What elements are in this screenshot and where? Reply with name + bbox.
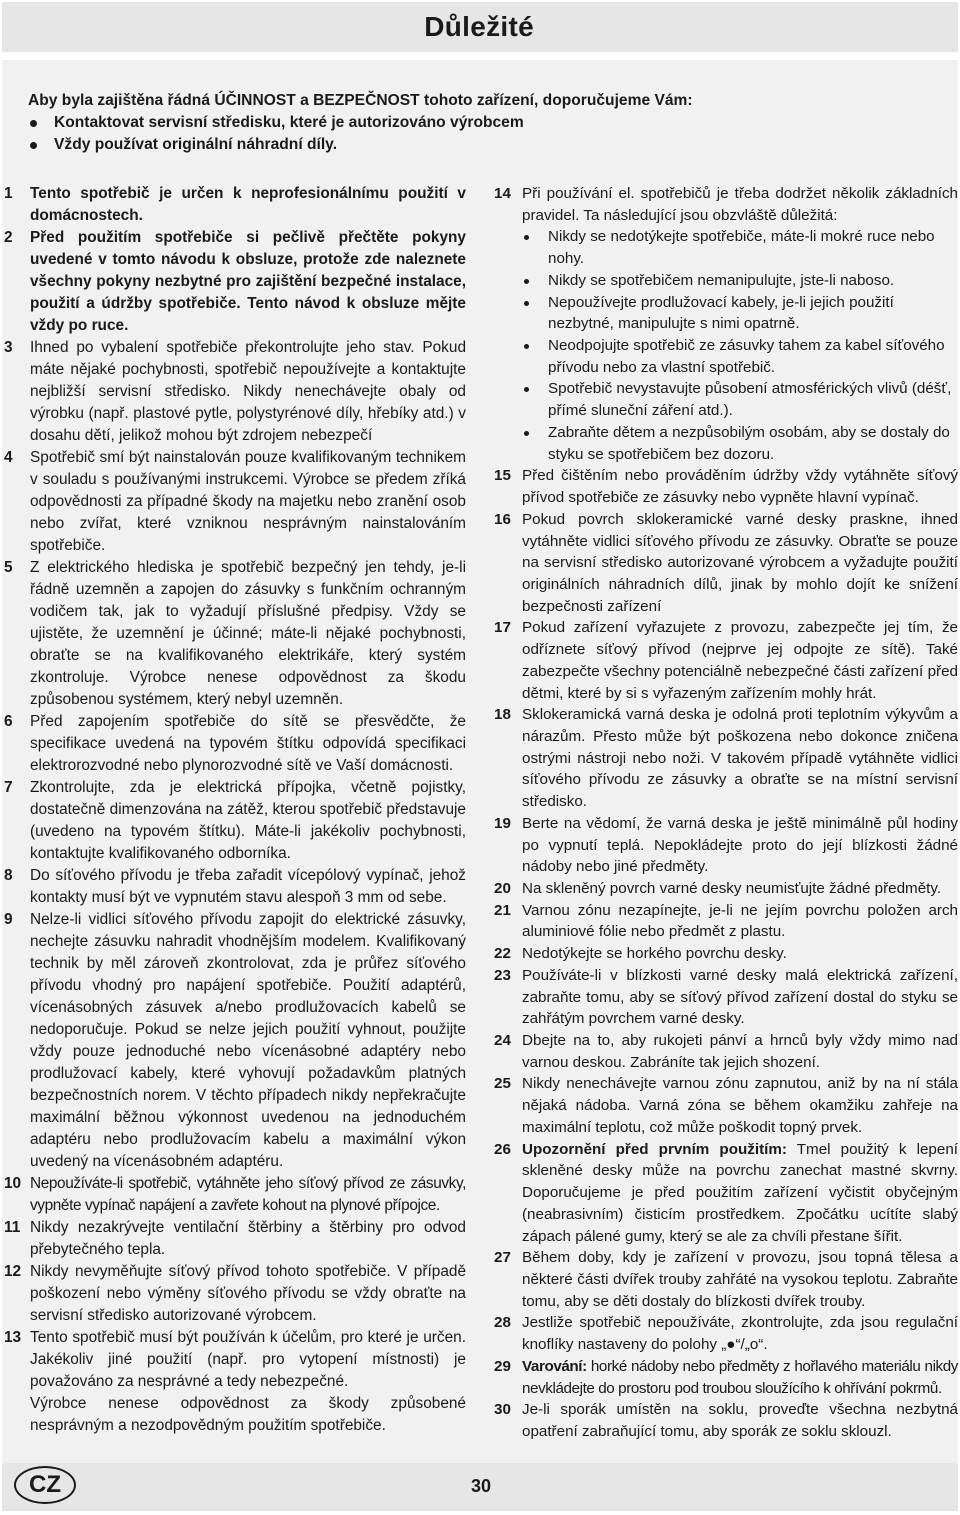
item-bullet: Neodpojujte spotřebič ze zásuvky tahem za kabel síťového přívodu nebo za vlastní spotřebič. <box>522 335 958 378</box>
item-number: 20 <box>494 880 511 897</box>
numbered-item <box>4 711 466 777</box>
item-number: 23 <box>494 966 511 984</box>
item-body: Nepoužíváte-li spotřebič, vytáhněte jeho síťový přívod ze zásuvky, vypněte vypínač napájení a zavřete kohout na plynové přípojce. <box>30 1175 466 1214</box>
item-number: 25 <box>494 1075 511 1093</box>
item-text <box>30 777 466 865</box>
numbered-item <box>494 1399 958 1442</box>
item-body: horké nádoby nebo předměty z hořlavého materiálu nikdy nevkládejte do prostoru pod troubou sloužícího k ohřívání pokrmů. <box>522 1357 958 1397</box>
numbered-item <box>494 1030 958 1073</box>
item-note: Výrobce nenese odpovědnost za škody způsobené nesprávným a nezodpovědným použitím spotřebiče. <box>30 1395 466 1434</box>
item-body: Berte na vědomí, že varná deska je ještě minimálně půl hodiny po vypnutí teplá. Nepokládejte proto do její blízkosti žádné nádoby nebo jiné předměty. <box>522 814 958 876</box>
item-body: Během doby, kdy je zařízení v provozu, jsou topná tělesa a některé části dvířek trouby zahřáté na vysokou teplotu. Zabraňte tomu, aby se děti dostaly do blízkosti dvířek trouby. <box>522 1249 958 1310</box>
numbered-item <box>494 704 958 813</box>
numbered-item <box>4 777 466 865</box>
page-header <box>2 2 958 52</box>
item-number: 12 <box>4 1263 22 1280</box>
numbered-item <box>4 337 466 447</box>
intro-section <box>28 90 928 156</box>
intro-bullet: Kontaktovat servisní středisku, které je autorizováno výrobcem <box>28 112 928 134</box>
numbered-item <box>4 865 466 909</box>
numbered-item <box>494 617 958 704</box>
item-number: 4 <box>4 449 13 466</box>
numbered-item <box>4 227 466 337</box>
numbered-item <box>4 183 466 227</box>
item-text <box>30 1173 466 1217</box>
item-number: 26 <box>494 1140 511 1158</box>
item-body: Na skleněný povrch varné desky neumisťujte žádné předměty. <box>522 880 942 897</box>
item-number: 22 <box>494 945 511 963</box>
left-column <box>4 183 466 1437</box>
item-body: Tmel použitý k lepení skleněné desky může na povrchu zanechat mastné skvrny. Doporučujeme je před použitím zařízení vyčistit obyčejným (neabrasivním) čisticím prostředkem. Zpočátku ucítíte slabý zápach pálené gumy, který se ale za chvíli přestane šířit. <box>522 1140 958 1245</box>
item-text <box>522 943 958 965</box>
item-text <box>30 909 466 1173</box>
item-bullet: Nikdy se nedotýkejte spotřebiče, máte-li mokré ruce nebo nohy. <box>522 226 958 269</box>
item-text <box>522 1139 958 1248</box>
item-text <box>30 865 466 909</box>
numbered-item <box>494 183 958 465</box>
numbered-item <box>4 1173 466 1217</box>
item-body: Používáte-li v blízkosti varné desky malá elektrická zařízení, zabraňte tomu, aby se síťový přívod zařízení dostal do styku se zahřátým povrchem varné desky. <box>522 966 958 1028</box>
item-text <box>522 183 958 226</box>
numbered-item <box>4 909 466 1173</box>
item-text <box>522 1356 958 1399</box>
item-text <box>522 900 958 943</box>
intro-bullets <box>28 112 928 156</box>
item-number: 21 <box>494 901 511 919</box>
item-text <box>522 1247 958 1312</box>
item-number: 6 <box>4 713 13 730</box>
item-body: Do síťového přívodu je třeba zařadit vícepólový vypínač, jehož kontakty musí být ve vypnutém stavu alespoň 3 mm od sebe. <box>30 867 466 906</box>
item-number: 11 <box>4 1219 21 1236</box>
item-body: Při používání el. spotřebičů je třeba dodržet několik základních pravidel. Ta následující jsou obzvláště důležitá: <box>522 185 958 224</box>
numbered-item <box>494 1356 958 1399</box>
item-body: Nelze-li vidlici síťového přívodu zapojit do elektrické zásuvky, nechejte zásuvku nahradit vhodnějším modelem. Kvalifikovaný technik by měl zároveň zkontrolovat, zda je průřez síťového přívodu vhodný pro napájení spotřebiče. Použití adaptérů, vícenásobných zásuvek a/nebo prodlužovacích kabelů se nedoporučuje. Pokud se nelze jejich použití vyhnout, použijte vždy pouze jednoduché nebo vícenásobné adaptéry nebo prodlužovací kabely, které vyhovují požadavkům platných bezpečnostních norem. V těchto případech nikdy nepřekračujte maximální běžnou výkonnost uvedenou na jednoduchém adaptéru nebo prodlužovacím kabelu a maximální výkon uvedený na vícenásobném adaptéru. <box>30 911 466 1170</box>
numbered-item <box>494 1247 958 1312</box>
item-body: Spotřebič smí být nainstalován pouze kvalifikovaným technikem v souladu s používanými instrukcemi. Výrobce se předem zříká odpovědnosti za případné škody na majetku nebo zranění osob nebo zvířat, které vzniknou nesprávným nainstalováním spotřebiče. <box>30 449 466 554</box>
item-bullets <box>522 226 958 465</box>
item-text <box>522 813 958 878</box>
item-number: 3 <box>4 339 13 356</box>
item-number: 29 <box>494 1357 511 1375</box>
numbered-item <box>4 557 466 711</box>
item-body: Před zapojením spotřebiče do sítě se přesvědčte, že specifikace uvedená na typovém štítku odpovídá specifikaci elektrorozvodné nebo plynorozvodné sítě ve Vaší domácnosti. <box>30 713 466 774</box>
numbered-item <box>494 965 958 1030</box>
item-text <box>30 183 466 227</box>
item-body: Jestliže spotřebič nepoužíváte, zkontrolujte, zda jsou regulační knoflíky nastaveny do polohy „●“/„o“. <box>522 1314 958 1354</box>
item-body: Tento spotřebič musí být používán k účelům, pro které je určen. Jakékoliv jiné použití (např. pro vytopení místnosti) je považováno za nesprávné a tedy nebezpečné. <box>30 1329 466 1390</box>
item-number: 8 <box>4 867 13 884</box>
item-lead: Varování: <box>522 1357 587 1375</box>
page-title: Důležité <box>424 11 534 42</box>
numbered-item <box>494 1139 958 1248</box>
numbered-item <box>494 1073 958 1138</box>
item-number: 17 <box>494 619 511 637</box>
item-body: Varnou zónu nezapínejte, je-li ne jejím povrchu položen arch aluminiové fólie nebo předmět z plastu. <box>522 901 958 941</box>
item-body: Dbejte na to, aby rukojeti pánví a hrnců byly vždy mimo nad varnou deskou. Zabráníte tak jejich shození. <box>522 1032 958 1071</box>
item-text <box>522 878 958 900</box>
right-column <box>494 183 958 1443</box>
item-number: 2 <box>4 229 13 246</box>
item-number: 14 <box>494 185 511 202</box>
item-text <box>30 227 466 337</box>
item-body: Z elektrického hlediska je spotřebič bezpečný jen tehdy, je-li řádně uzemněn a zapojen do zásuvky s funkčním ochranným vodičem tak, jak to vyžadují příslušné předpisy. Vždy se ujistěte, že uzemnění je účinné; máte-li nějaké pochybnosti, obraťte se na kvalifikovaného elektrikáře, který systém zkontroluje. Výrobce nenese odpovědnost za škodu způsobenou systémem, který nebyl uzemněn. <box>30 559 466 708</box>
item-text <box>30 557 466 711</box>
item-bullet: Zabraňte dětem a nezpůsobilým osobám, aby se dostaly do styku se spotřebičem bez dozoru. <box>522 422 958 465</box>
item-text <box>30 1261 466 1327</box>
item-number: 15 <box>494 467 511 485</box>
item-body: Ihned po vybalení spotřebiče překontrolujte jeho stav. Pokud máte nějaké pochybnosti, spotřebič nepoužívejte a kontaktujte nejbližší servisní středisko. Nikdy nenechávejte obaly od výrobku (např. plastové pytle, polystyrénové díly, hřebíky atd.) v dosahu dětí, jelikož mohou být zdrojem nebezpečí <box>30 339 466 444</box>
item-number: 1 <box>4 185 13 202</box>
item-body: Pokud zařízení vyřazujete z provozu, zabezpečte jej tím, že odříznete síťový přívod (nejprve jej odpojte ze sítě). Také zabezpečte všechny potenciálně nebezpečné části zařízení před dětmi, které by si s vyřazeným zařízením mohly hrát. <box>522 619 958 702</box>
intro-bullet: Vždy používat originální náhradní díly. <box>28 134 928 156</box>
numbered-item <box>4 1261 466 1327</box>
numbered-item <box>4 1217 466 1261</box>
item-text <box>522 965 958 1030</box>
item-lead: Upozornění před prvním použitím: <box>522 1140 787 1158</box>
item-text <box>30 1217 466 1261</box>
numbered-item <box>494 509 958 618</box>
item-bullet: Nepoužívejte prodlužovací kabely, je-li jejich použití nezbytné, manipulujte s nimi opatrně. <box>522 292 958 335</box>
item-text <box>522 617 958 704</box>
numbered-item <box>4 1327 466 1437</box>
item-body: Pokud povrch sklokeramické varné desky praskne, ihned vytáhněte vidlici síťového přívodu ze zásuvky. Obraťte se pouze na servisní středisko autorizované výrobcem a vyžadujte použití originálních náhradních dílů, jinak by mohlo dojít ke snížení bezpečnosti zařízení <box>522 510 958 615</box>
item-body: Nikdy nezakrývejte ventilační štěrbiny a štěrbiny pro odvod přebytečného tepla. <box>30 1219 466 1258</box>
item-number: 19 <box>494 814 511 832</box>
item-number: 7 <box>4 779 13 796</box>
item-body: Nedotýkejte se horkého povrchu desky. <box>522 945 787 963</box>
item-text <box>30 711 466 777</box>
item-body: Před čištěním nebo prováděním údržby vždy vytáhněte síťový přívod spotřebiče ze zásuvky nebo vypněte hlavní vypínač. <box>522 467 958 507</box>
item-body: Nikdy nenechávejte varnou zónu zapnutou, aniž by na ní stála nějaká nádoba. Varná zóna se během okamžiku zahřeje na maximální teplotu, což může poškodit topný prvek. <box>522 1075 958 1136</box>
item-number: 16 <box>494 510 511 528</box>
item-number: 5 <box>4 559 13 576</box>
intro-lead: Aby byla zajištěna řádná ÚČINNOST a BEZPEČNOST tohoto zařízení, doporučujeme Vám: <box>28 92 693 109</box>
item-body: Nikdy nevyměňujte síťový přívod tohoto spotřebiče. V případě poškození nebo výměny síťového přívodu se vždy obraťte na servisní středisko autorizované výrobcem. <box>30 1263 466 1324</box>
item-body: Tento spotřebič je určen k neprofesionálnímu použití v domácnostech. <box>30 185 466 224</box>
item-text <box>522 1312 958 1355</box>
page-number: 30 <box>470 1476 492 1496</box>
item-text <box>30 1327 466 1393</box>
country-badge: CZ <box>14 1466 76 1504</box>
item-text <box>522 1399 958 1442</box>
numbered-item <box>494 813 958 878</box>
numbered-item <box>494 878 958 900</box>
item-body: Sklokeramická varná deska je odolná proti teplotním výkyvům a nárazům. Přesto může být poškozena nebo dokonce zničena ostrými nástroji nebo noži. V takovém případě vytáhněte vidlici síťového přívodu ze zásuvky a obraťte se na místní servisní středisko. <box>522 706 958 811</box>
numbered-item <box>494 943 958 965</box>
item-bullet: Nikdy se spotřebičem nemanipulujte, jste-li naboso. <box>522 270 958 292</box>
item-text <box>522 509 958 618</box>
item-number: 10 <box>4 1175 22 1192</box>
item-number: 24 <box>494 1032 511 1050</box>
numbered-item <box>4 447 466 557</box>
item-body: Je-li sporák umístěn na soklu, proveďte všechna nezbytná opatření zabraňující tomu, aby sporák ze soklu sklouzl. <box>522 1401 958 1440</box>
item-text <box>30 447 466 557</box>
numbered-item <box>494 900 958 943</box>
item-text <box>522 1030 958 1073</box>
item-text <box>30 337 466 447</box>
item-number: 28 <box>494 1314 511 1332</box>
numbered-item <box>494 1312 958 1355</box>
item-bullet: Spotřebič nevystavujte působení atmosférických vlivů (déšť, přímé sluneční záření atd.). <box>522 378 958 421</box>
item-number: 13 <box>4 1329 22 1346</box>
item-text <box>522 1073 958 1138</box>
item-number: 18 <box>494 706 511 724</box>
item-text <box>522 465 958 508</box>
item-text <box>522 704 958 813</box>
item-body: Před použitím spotřebiče si pečlivě přečtěte pokyny uvedené v tomto návodu k obsluze, protože zde naleznete všechny pokyny nezbytné pro zajištění bezpečné instalace, použití a údržby spotřebiče. Tento návod k obsluze mějte vždy po ruce. <box>30 229 466 334</box>
item-number: 9 <box>4 911 13 928</box>
item-number: 30 <box>494 1401 511 1419</box>
item-number: 27 <box>494 1249 511 1267</box>
item-body: Zkontrolujte, zda je elektrická přípojka, včetně pojistky, dostatečně dimenzována na zátěž, kterou spotřebič představuje (uvedeno na typovém štítku). Máte-li jakékoliv pochybnosti, kontaktujte kvalifikovaného odborníka. <box>30 779 466 862</box>
numbered-item <box>494 465 958 508</box>
